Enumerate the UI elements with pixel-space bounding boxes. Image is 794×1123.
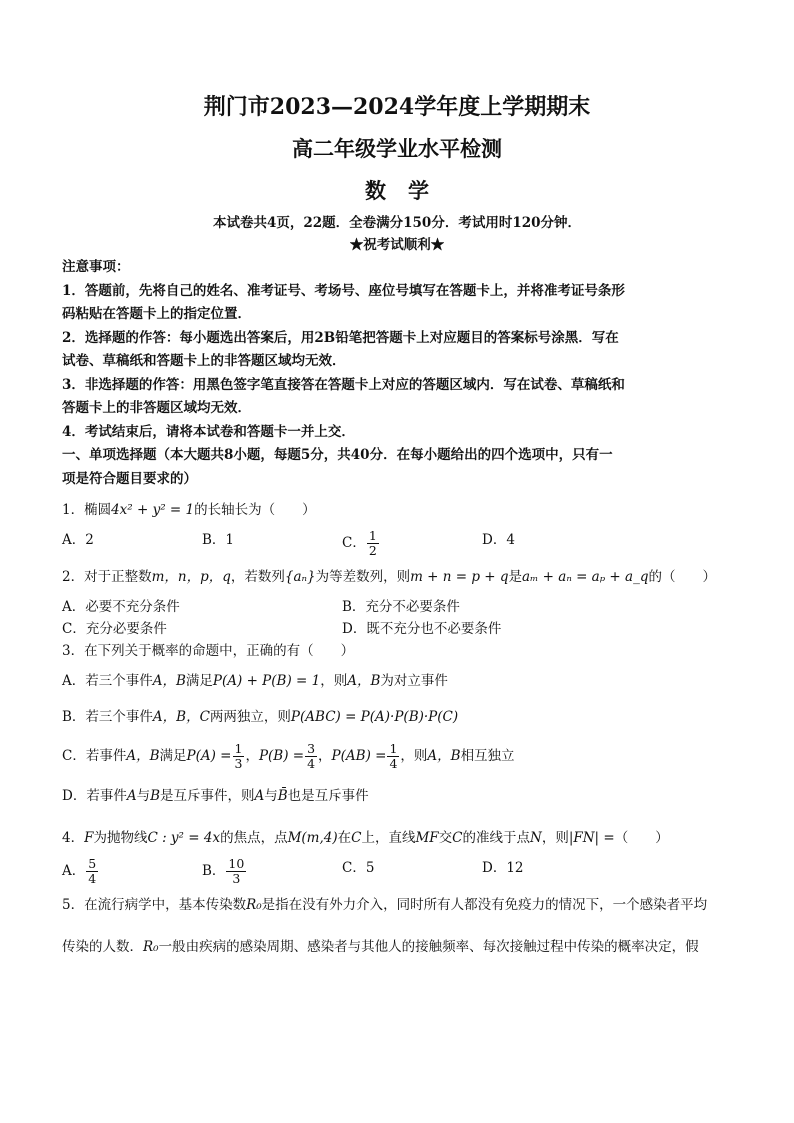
- q4-var: F: [84, 830, 94, 846]
- q2-condition-1: m + n = p + q: [410, 569, 509, 585]
- fraction-numerator: 5: [88, 856, 97, 871]
- q2-text: 为等差数列，则: [315, 569, 411, 585]
- q4-text: 在: [337, 830, 352, 846]
- q4-text: 交: [438, 830, 453, 846]
- exam-info: 本试卷共4页，22题．全卷满分150分．考试用时120分钟．: [212, 215, 582, 231]
- question-5-line1: [62, 894, 732, 916]
- q1-option-c: [342, 529, 482, 558]
- q4-var: C: [351, 830, 362, 846]
- q2-condition-2: aₘ + aₙ = aₚ + a_q: [522, 569, 649, 585]
- q4-var: MF: [415, 830, 439, 846]
- q2-text: ，若数列: [230, 569, 285, 585]
- q4-option-a-label: A．: [62, 863, 86, 879]
- q1-option-b: B．1: [202, 532, 235, 548]
- q3-d-text: 是互斥事件，则: [160, 788, 255, 804]
- q1-prefix: 1．椭圆: [62, 502, 112, 518]
- q3-a-vars: A，B: [152, 673, 186, 689]
- q4-option-b-label: B．: [202, 863, 226, 879]
- q4-var: C: [452, 830, 463, 846]
- fraction-denominator: 3: [232, 871, 241, 886]
- q4-text: 4．: [62, 830, 85, 846]
- q3-a-math: P(A) + P(B) = 1: [212, 673, 321, 689]
- q2-option-b: B．充分不必要条件: [342, 599, 460, 615]
- fraction-denominator: 2: [368, 543, 377, 558]
- q3-c-pa-fraction: [233, 742, 245, 771]
- q3-c-vars: A，B: [126, 748, 160, 764]
- question-1-stem: [62, 499, 732, 521]
- q3-option-b: [62, 706, 732, 728]
- exam-subtitle: 高二年级学业水平检测: [292, 136, 502, 161]
- q4-text: 上，直线: [361, 830, 416, 846]
- q3-c-pb-fraction: [305, 742, 317, 771]
- q4-point: M(m,4): [287, 830, 338, 846]
- q1-option-c-fraction: [367, 529, 379, 558]
- q3-b-vars: A，B，C: [152, 709, 210, 725]
- exam-page: [62, 92, 732, 958]
- question-2-options-row2: [62, 618, 732, 640]
- q3-b-text: B．若三个事件: [62, 709, 153, 725]
- note-3a: 3．非选择题的作答：用黑色签字笔直接答在答题卡上对应的答题区域内．写在试卷、草稿纸和: [62, 376, 625, 393]
- q3-a-text: A．若三个事件: [62, 673, 153, 689]
- question-4-options: [62, 857, 732, 886]
- q5-text: 5．在流行病学中，基本传染数: [62, 897, 247, 913]
- q3-c-vars: A，B: [427, 748, 461, 764]
- q5-r0: R₀: [143, 939, 159, 955]
- note-1b: 码粘贴在答题卡上的指定位置．: [62, 306, 251, 322]
- note-2b: 试卷、草稿纸和答题卡上的非答题区域均无效．: [62, 353, 346, 369]
- q3-d-text: 与: [136, 788, 151, 804]
- q2-prefix: 2．对于正整数: [62, 569, 152, 585]
- q5-text: 一般由疾病的感染周期、感染者与其他人的接触频率、每次接触过程中传染的概率决定，假: [158, 939, 699, 955]
- q3-d-var: B̄: [277, 788, 288, 804]
- q4-text: 的焦点，点: [220, 830, 288, 846]
- q2-variables: m，n，p，q: [151, 569, 231, 585]
- fraction-numerator: 1: [368, 528, 377, 543]
- q2-option-c: C．充分必要条件: [62, 621, 167, 637]
- q3-c-text: C．若事件: [62, 748, 127, 764]
- section1-heading-line2: 项是符合题目要求的）: [62, 470, 197, 487]
- notes-heading: 注意事项：: [62, 259, 130, 275]
- q3-d-var: B: [150, 788, 160, 804]
- q3-option-c: C．若事件A，B满足P(A) = $\frac{1}{3}$ ，P(B) = $\frac{3}{4}$ ，P(AB) = $\frac{1}{4}$ ，则A，B相互独立: [62, 741, 515, 771]
- fraction-numerator: 1: [234, 741, 243, 756]
- q3-d-text: 与: [264, 788, 278, 804]
- q4-option-a-fraction: [86, 857, 98, 886]
- q4-text: 为抛物线: [93, 830, 148, 846]
- fraction-numerator: 1: [389, 741, 398, 756]
- q3-c-pab-fraction: [387, 742, 399, 771]
- q1-suffix: 的长轴长为（ ）: [194, 502, 316, 518]
- fraction-denominator: 4: [88, 871, 97, 886]
- q3-d-var: A: [126, 788, 137, 804]
- q4-text: （ ）: [614, 830, 669, 846]
- q3-c-text: 相互独立: [460, 748, 515, 764]
- q2-option-d: D．既不充分也不必要条件: [342, 621, 502, 637]
- q3-d-text: 也是互斥事件: [287, 788, 369, 804]
- question-5-line2: [62, 936, 732, 958]
- question-1-options: [62, 529, 732, 558]
- q4-length: |FN| =: [568, 830, 615, 846]
- q3-a-text: 为对立事件: [380, 673, 448, 689]
- q3-a-text: ，则: [320, 673, 348, 689]
- q3-c-text: 满足: [159, 748, 187, 764]
- q1-option-d: D．4: [482, 532, 515, 548]
- q3-b-text: 两两独立，则: [209, 709, 291, 725]
- note-2a: 2．选择题的作答：每小题选出答案后，用2B铅笔把答题卡上对应题目的答案标号涂黑．写在: [62, 329, 619, 346]
- note-1a: 1．答题前，先将自己的姓名、准考证号、考场号、座位号填写在答题卡上，并将准考证号条形: [62, 282, 625, 299]
- q4-var: N: [530, 830, 542, 846]
- q2-sequence: {aₙ}: [284, 569, 316, 585]
- q3-option-a: [62, 670, 732, 692]
- q3-c-pab: P(AB) =: [331, 748, 387, 764]
- q4-option-c: C．5: [342, 860, 375, 876]
- q3-c-pb: P(B) =: [258, 748, 305, 764]
- fraction-denominator: 3: [234, 756, 243, 771]
- question-4-stem: [62, 827, 732, 849]
- q2-text: 是: [508, 569, 523, 585]
- fraction-numerator: 10: [228, 856, 245, 871]
- q4-option-d: D．12: [482, 860, 524, 876]
- q3-a-text: 满足: [185, 673, 213, 689]
- q4-option-b-fraction: [226, 857, 246, 886]
- fraction-denominator: 4: [389, 756, 398, 771]
- question-2-stem: [62, 566, 732, 588]
- question-2-options-row1: [62, 596, 732, 618]
- subject-title: 数学: [365, 178, 451, 203]
- fraction-denominator: 4: [307, 756, 316, 771]
- q5-text: 传染的人数．: [62, 939, 143, 955]
- q3-a-vars: A，B: [347, 673, 381, 689]
- exam-wish: ★祝考试顺利★: [349, 237, 445, 253]
- q4-text: 的准线于点: [462, 830, 531, 846]
- q3-d-text: D．若事件: [62, 788, 127, 804]
- q4-option-a: [62, 857, 202, 886]
- note-4: 4．考试结束后，请将本试卷和答题卡一并上交．: [62, 423, 355, 440]
- q1-option-a: A．2: [62, 532, 94, 548]
- q3-d-var: A: [254, 788, 265, 804]
- q1-equation: 4x² + y² = 1: [111, 502, 195, 518]
- question-3-stem: 3．在下列关于概率的命题中，正确的有（ ）: [62, 643, 355, 659]
- q3-c-text: ，则: [400, 748, 428, 764]
- exam-title: 荆门市2023—2024学年度上学期期末: [203, 94, 591, 120]
- q2-option-a: A．必要不充分条件: [62, 599, 180, 615]
- q4-parabola: C : y² = 4x: [147, 830, 221, 846]
- q2-suffix: 的（ ）: [648, 569, 716, 585]
- q5-text: 是指在没有外力介入，同时所有人都没有免疫力的情况下，一个感染者平均: [261, 897, 708, 913]
- note-3b: 答题卡上的非答题区域均无效．: [62, 400, 251, 416]
- q5-r0: R₀: [246, 897, 262, 913]
- q3-b-math: P(ABC) = P(A)·P(B)·P(C): [290, 709, 459, 725]
- q3-c-pa: P(A) =: [186, 748, 232, 764]
- fraction-numerator: 3: [307, 741, 316, 756]
- q1-option-c-label: C．: [342, 535, 366, 551]
- q4-text: ，则: [541, 830, 569, 846]
- q3-option-d: [62, 785, 732, 807]
- q4-option-b: [202, 857, 342, 886]
- section1-heading-line1: 一、单项选择题（本大题共8小题，每题5分，共40分．在每小题给出的四个选项中，只有一: [62, 447, 613, 463]
